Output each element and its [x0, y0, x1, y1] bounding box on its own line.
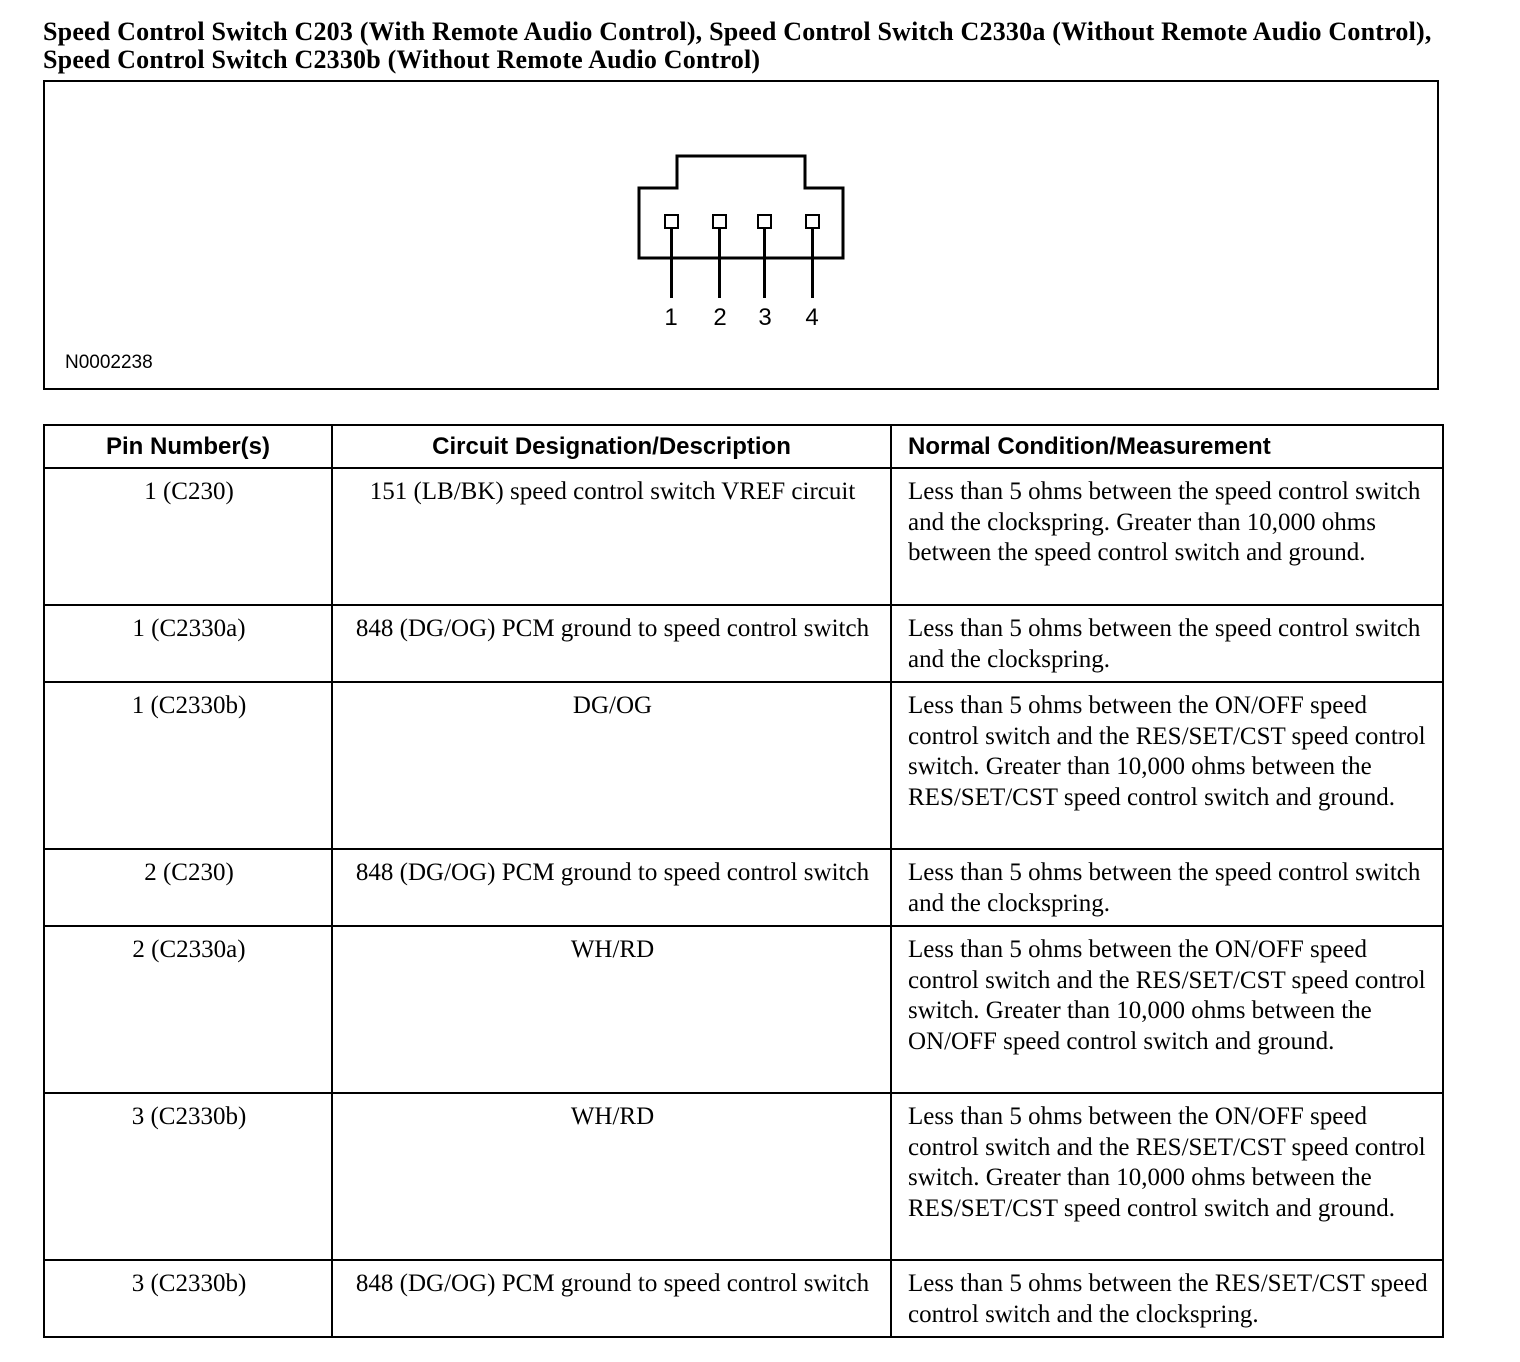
condition-cell: Less than 5 ohms between the ON/OFF speed control switch and the RES/SET/CST speed control switch. Greater than 10,000 ohms between the ON/OFF speed control switch and ground.	[891, 926, 1443, 1093]
circuit-cell: 151 (LB/BK) speed control switch VREF circuit	[332, 468, 891, 605]
circuit-cell: WH/RD	[332, 1093, 891, 1260]
condition-cell: Less than 5 ohms between the ON/OFF speed control switch and the RES/SET/CST speed control switch. Greater than 10,000 ohms between the RES/SET/CST speed control switch and ground.	[891, 1093, 1443, 1260]
page-title: Speed Control Switch C203 (With Remote Audio Control), Speed Control Switch C2330a (Without Remote Audio Control), Speed Control Switch C2330b (Without Remote Audio Control)	[43, 17, 1432, 74]
table-row	[44, 468, 1443, 605]
pin-cell: 3 (C2330b)	[44, 1260, 332, 1337]
header-pin-number: Pin Number(s)	[44, 425, 332, 468]
condition-cell: Less than 5 ohms between the speed control switch and the clockspring.	[891, 605, 1443, 682]
table-row	[44, 926, 1443, 1093]
pin-cell: 2 (C230)	[44, 849, 332, 926]
pin-cell: 1 (C2330a)	[44, 605, 332, 682]
circuit-cell: DG/OG	[332, 682, 891, 849]
condition-cell: Less than 5 ohms between the ON/OFF speed control switch and the RES/SET/CST speed control switch. Greater than 10,000 ohms between the RES/SET/CST speed control switch and ground.	[891, 682, 1443, 849]
pin-table	[43, 424, 1444, 1338]
header-condition: Normal Condition/Measurement	[891, 425, 1443, 468]
table-row	[44, 1093, 1443, 1260]
connector-diagram	[43, 80, 1439, 390]
pin-cell: 1 (C230)	[44, 468, 332, 605]
condition-cell: Less than 5 ohms between the speed control switch and the clockspring. Greater than 10,000 ohms between the speed control switch and ground.	[891, 468, 1443, 605]
table-row	[44, 849, 1443, 926]
pin-cell: 3 (C2330b)	[44, 1093, 332, 1260]
circuit-cell: 848 (DG/OG) PCM ground to speed control switch	[332, 605, 891, 682]
table-row	[44, 682, 1443, 849]
pin-label-4: 4	[805, 304, 819, 331]
pin-label-2: 2	[713, 304, 727, 331]
condition-cell: Less than 5 ohms between the RES/SET/CST speed control switch and the clockspring.	[891, 1260, 1443, 1337]
pin-cell: 1 (C2330b)	[44, 682, 332, 849]
table-row	[44, 1260, 1443, 1337]
table-row	[44, 605, 1443, 682]
circuit-cell: 848 (DG/OG) PCM ground to speed control switch	[332, 849, 891, 926]
pin-cell: 2 (C2330a)	[44, 926, 332, 1093]
pin-label-1: 1	[664, 304, 678, 331]
header-circuit: Circuit Designation/Description	[332, 425, 891, 468]
table-header-row	[44, 425, 1443, 468]
figure-id: N0002238	[65, 352, 153, 373]
circuit-cell: WH/RD	[332, 926, 891, 1093]
pin-label-3: 3	[758, 304, 772, 331]
condition-cell: Less than 5 ohms between the speed control switch and the clockspring.	[891, 849, 1443, 926]
connector-outline	[45, 82, 1441, 392]
circuit-cell: 848 (DG/OG) PCM ground to speed control switch	[332, 1260, 891, 1337]
